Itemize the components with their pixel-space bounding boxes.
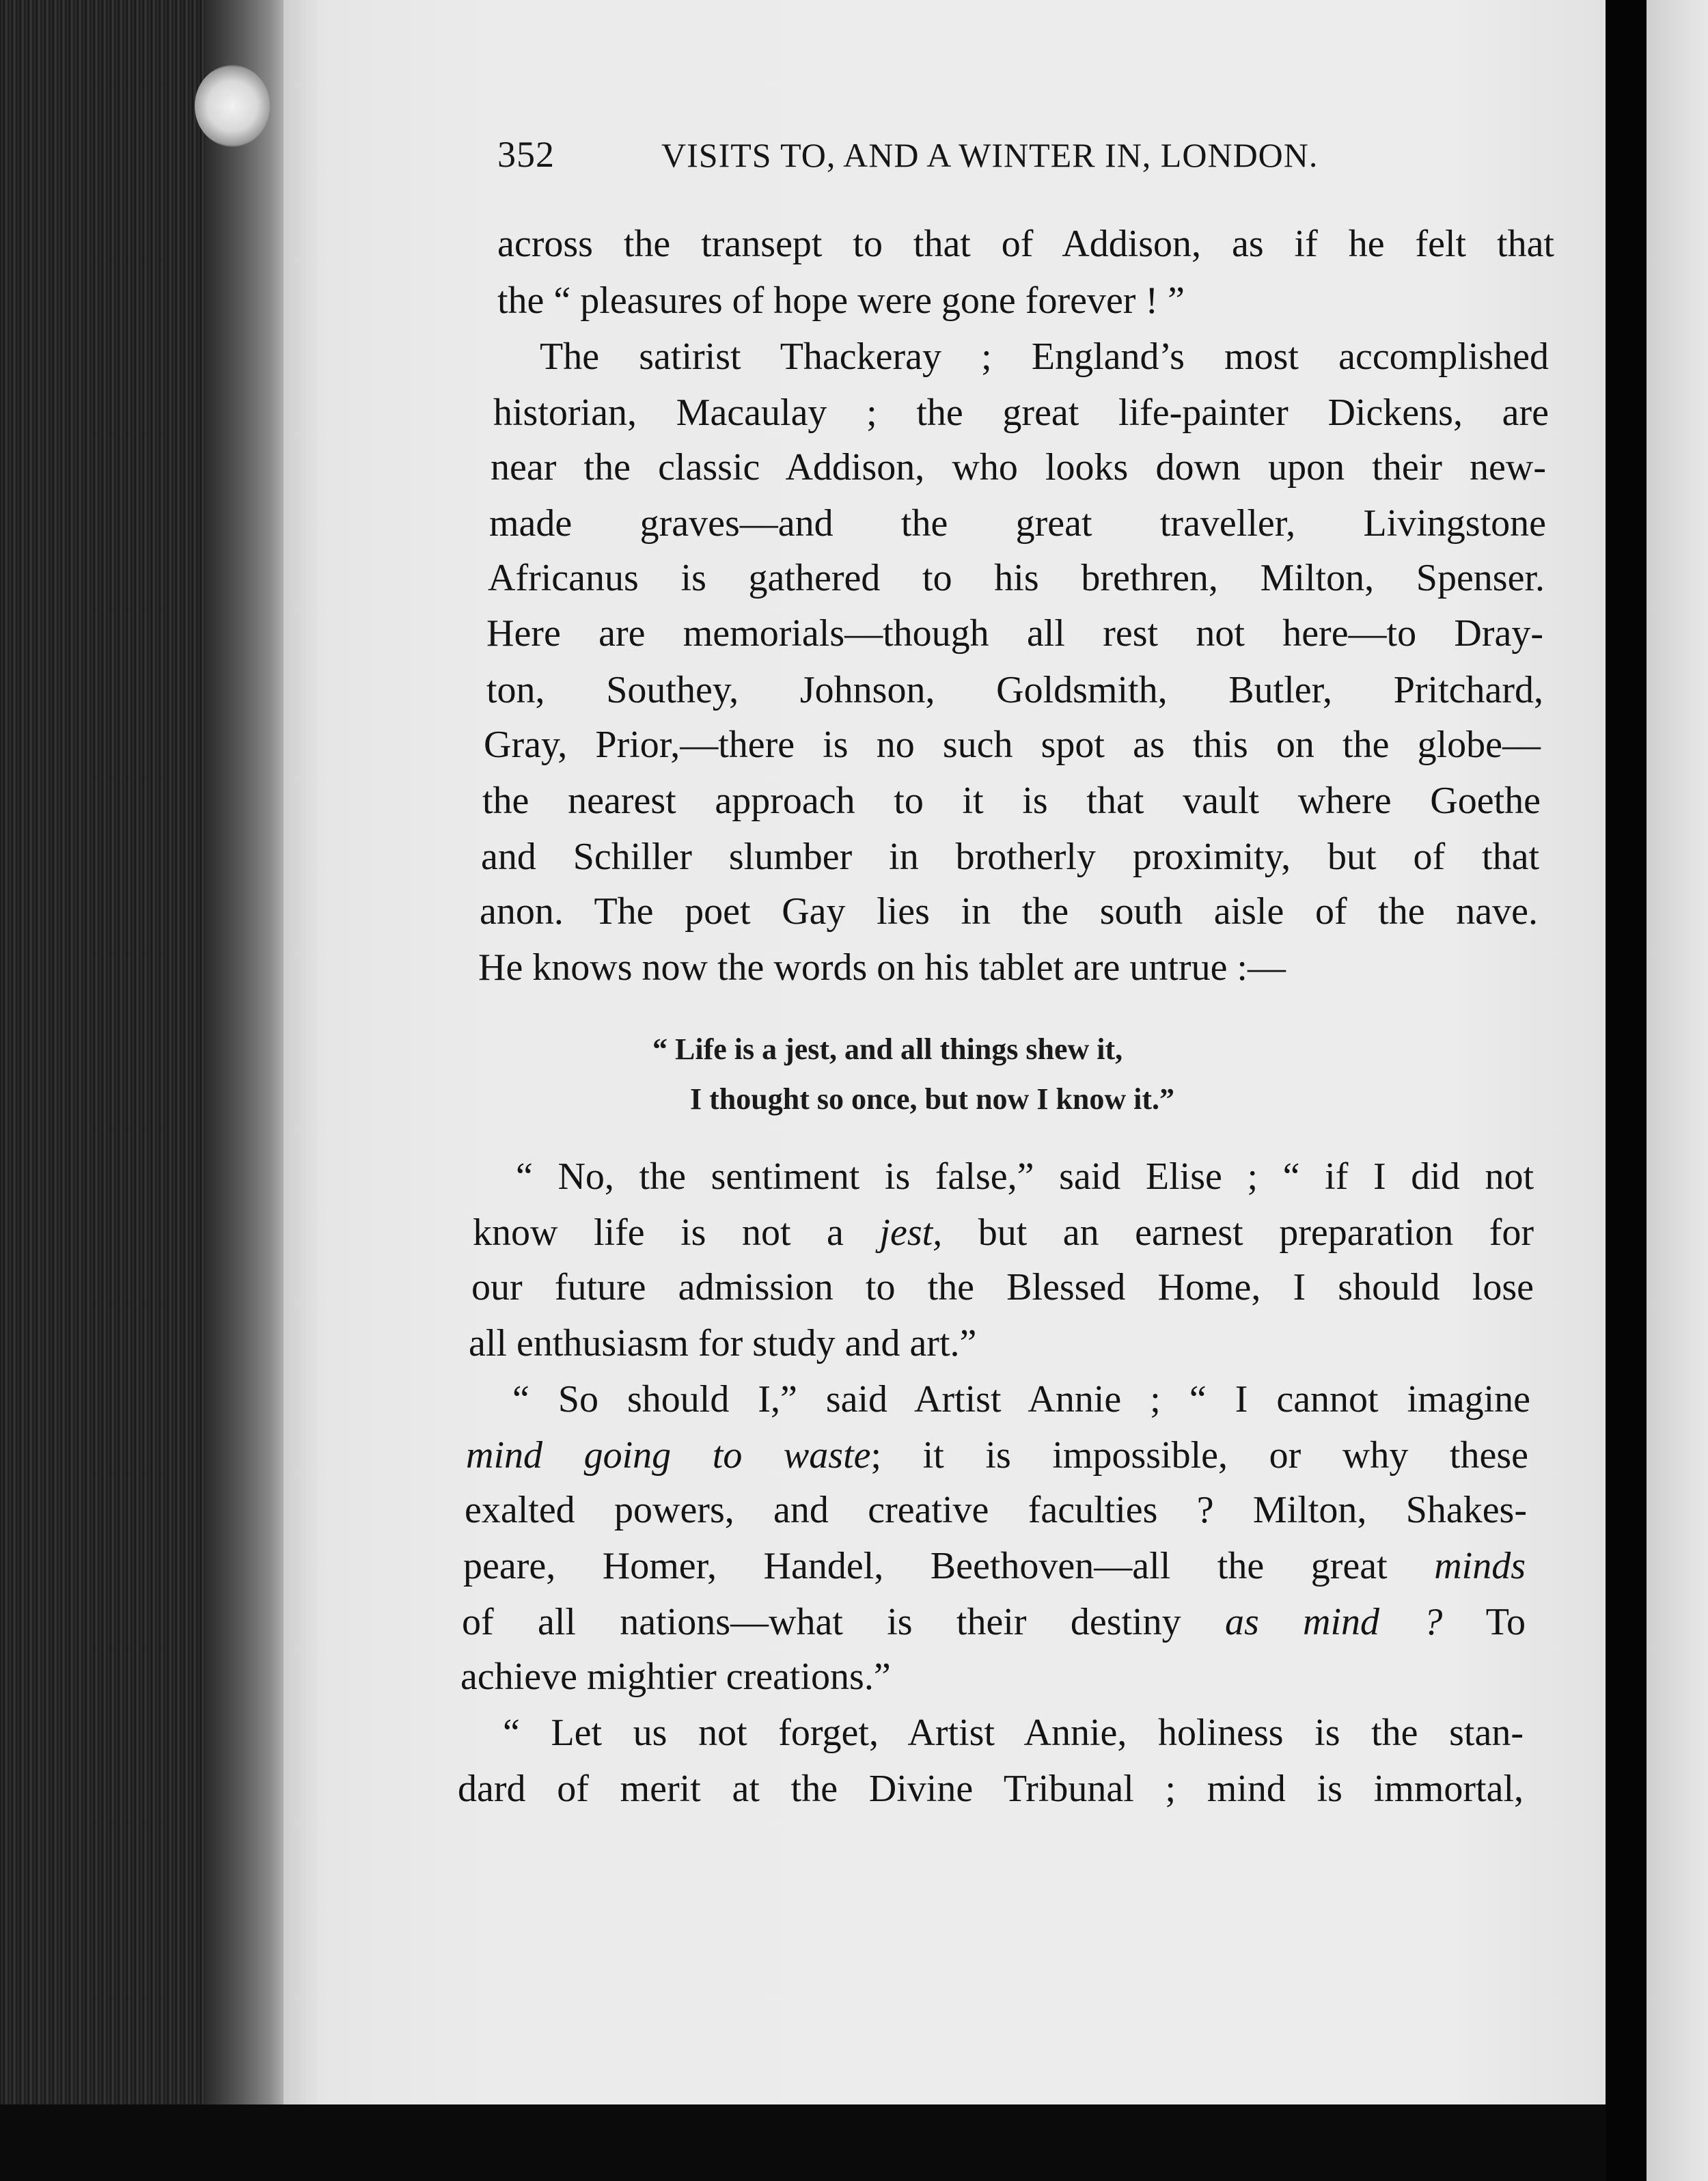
text-line: dard of merit at the Divine Tribunal ; mind is immortal, — [458, 1768, 1524, 1810]
text-line: Africanus is gathered to his brethren, Milton, Spenser. — [488, 557, 1545, 599]
page-edges-stack — [0, 0, 287, 2181]
page-number: 352 — [497, 134, 555, 175]
scan-border — [0, 2104, 1606, 2181]
text-line: made graves—and the great traveller, Livingstone — [489, 502, 1546, 545]
text-line — [466, 1434, 1528, 1477]
text-line: and Schiller slumber in brotherly proximity, but of that — [481, 836, 1539, 878]
verse-line: I thought so once, but now I know it.” — [690, 1082, 1175, 1116]
text-span: To — [1485, 1601, 1526, 1643]
text-span: know life is not a — [473, 1211, 844, 1254]
text-line: The satirist Thackeray ; England’s most accomplished — [540, 335, 1549, 378]
text-span: ; it is impossible, or why these — [870, 1434, 1528, 1477]
text-line: historian, Macaulay ; the great life-painter Dickens, are — [493, 392, 1549, 434]
text-line: the “ pleasures of hope were gone forever ! ” — [497, 279, 1185, 322]
text-line: exalted powers, and creative faculties ? Milton, Shakes- — [465, 1489, 1527, 1531]
facing-page-edge — [1647, 0, 1708, 2181]
text-span: of all nations—what is their destiny — [462, 1601, 1181, 1643]
text-line: near the classic Addison, who looks down upon their new- — [491, 446, 1546, 489]
text-span: but an earnest preparation for — [978, 1211, 1534, 1254]
paper-stain — [195, 65, 270, 147]
italic-text: as mind ? — [1224, 1601, 1443, 1643]
text-line: Gray, Prior,—there is no such spot as this on the globe— — [484, 724, 1541, 766]
italic-text: jest, — [879, 1211, 943, 1254]
text-line: “ Let us not forget, Artist Annie, holiness is the stan- — [503, 1712, 1524, 1754]
italic-text: mind going to waste — [466, 1434, 871, 1477]
text-line — [473, 1211, 1534, 1254]
text-line: ton, Southey, Johnson, Goldsmith, Butler, Pritchard, — [486, 669, 1543, 711]
running-title: VISITS TO, AND A WINTER IN, LONDON. — [661, 136, 1319, 174]
text-line: anon. The poet Gay lies in the south aisle of the nave. — [480, 890, 1538, 933]
text-line — [463, 1544, 1526, 1588]
running-header — [497, 133, 1399, 188]
verse-line: “ Life is a jest, and all things shew it, — [652, 1032, 1123, 1066]
text-line: across the transept to that of Addison, as if he felt that — [497, 223, 1554, 265]
text-span: peare, Homer, Handel, Beethoven—all the great — [463, 1545, 1388, 1587]
text-line: all enthusiasm for study and art.” — [469, 1322, 977, 1364]
text-line: “ So should I,” said Artist Annie ; “ I cannot imagine — [512, 1378, 1530, 1421]
text-line: He knows now the words on his tablet are untrue :— — [478, 946, 1286, 989]
italic-text: minds — [1434, 1545, 1526, 1587]
text-line — [462, 1600, 1526, 1644]
gutter-shadow — [1606, 0, 1647, 2181]
text-line: achieve mightier creations.” — [460, 1656, 891, 1698]
text-line: Here are memorials—though all rest not here—to Dray- — [486, 612, 1543, 655]
text-line: the nearest approach to it is that vault where Goethe — [482, 780, 1541, 822]
text-line: “ No, the sentiment is false,” said Elise ; “ if I did not — [516, 1155, 1534, 1198]
text-line: our future admission to the Blessed Home, I should lose — [471, 1266, 1534, 1308]
